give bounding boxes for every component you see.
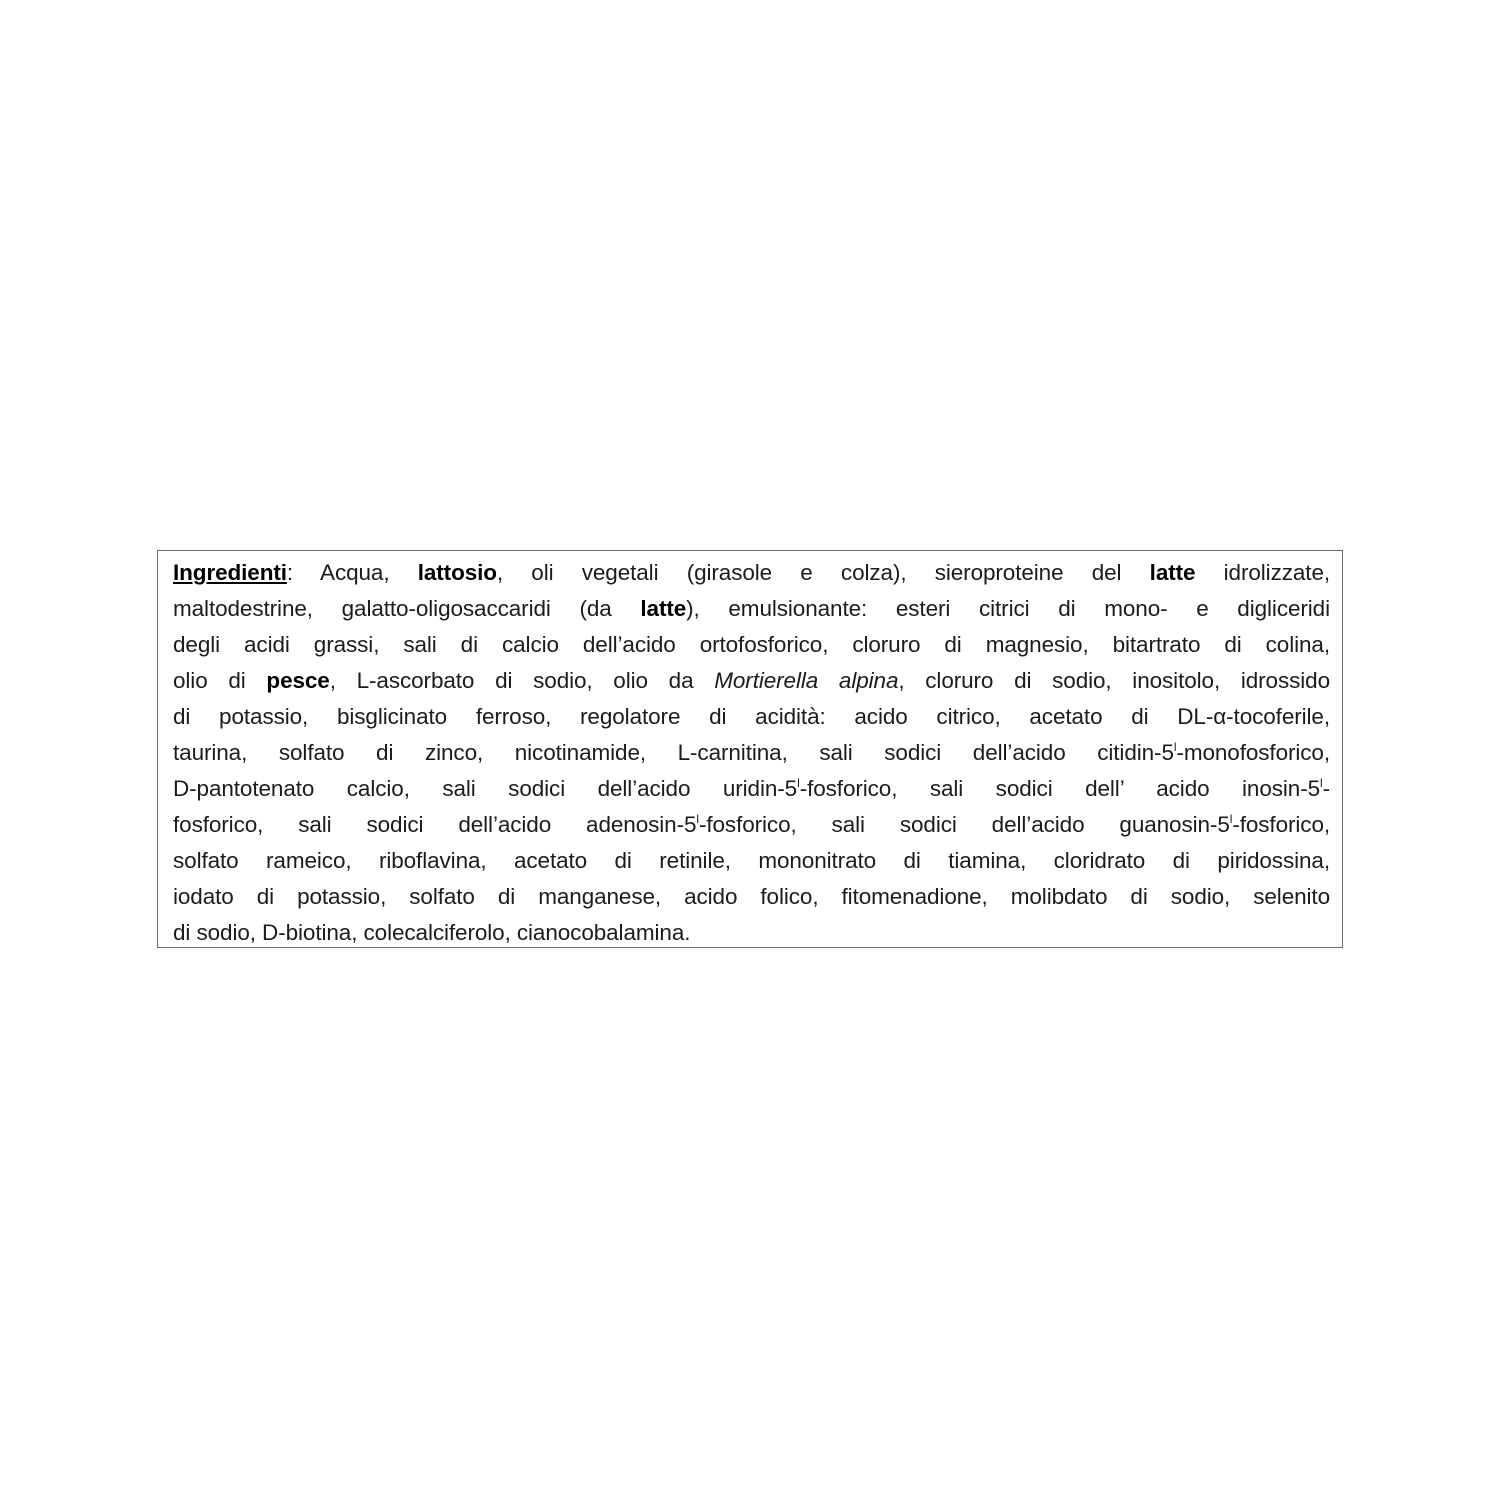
ingredient-text: ), emulsionante: esteri citrici di mono- e digliceridi [686,596,1330,621]
ingredient-text: iodato di potassio, solfato di manganese, acido folico, fitomenadione, molibdato di sodio, selenito [173,884,1330,909]
allergen-text: latte [640,596,687,621]
ingredients-box [157,550,1343,948]
ingredient-text: olio di [173,668,267,693]
ingredients-line [173,771,1330,807]
ingredients-line [173,915,1330,951]
ingredients-line [173,735,1330,771]
superscript: l [696,812,699,826]
ingredient-text: fosforico, sali sodici dell’acido adenosin-5 [173,812,697,837]
superscript: l [1173,740,1177,754]
ingredient-text: di potassio, bisglicinato ferroso, regolatore di acidità: acido citrico, acetato di DL-α-tocoferile, [173,704,1330,729]
ingredient-text: -fosforico, sali sodici dell’ acido inosin-5 [799,776,1321,801]
ingredient-text: : Acqua, [286,560,418,585]
ingredient-text: , cloruro di sodio, inositolo, idrossido [898,668,1330,693]
ingredients-line [173,663,1330,699]
ingredients-line [173,627,1330,663]
ingredient-text: idrolizzate, [1195,560,1331,585]
ingredients-line [173,879,1330,915]
ingredient-text: -fosforico, [1232,812,1331,837]
ingredient-text: maltodestrine, galatto-oligosaccaridi (da [173,596,641,621]
superscript: l [1320,776,1323,790]
ingredients-line [173,699,1330,735]
ingredients-line [173,591,1330,627]
allergen-text: pesce [266,668,330,693]
italic-text: Mortierella alpina [714,668,899,693]
ingredients-text [173,555,1330,951]
ingredients-heading: Ingredienti [173,560,287,585]
ingredient-text: -fosforico, sali sodici dell’acido guanosin-5 [698,812,1230,837]
ingredient-text: - [1322,776,1330,801]
allergen-text: lattosio [417,560,497,585]
ingredients-line [173,807,1330,843]
superscript: l [797,776,800,790]
ingredients-line [173,555,1330,591]
ingredient-text: -monofosforico, [1176,740,1330,765]
ingredient-text: solfato rameico, riboflavina, acetato di retinile, mononitrato di tiamina, cloridrato di piridossina, [173,848,1330,873]
superscript: l [1229,812,1233,826]
ingredient-text: D-pantotenato calcio, sali sodici dell’acido uridin-5 [173,776,798,801]
ingredients-line [173,843,1330,879]
ingredient-text: di sodio, D-biotina, colecalciferolo, cianocobalamina. [173,920,691,945]
ingredient-text: , L-ascorbato di sodio, olio da [329,668,715,693]
ingredient-text: , oli vegetali (girasole e colza), sieroproteine del [496,560,1150,585]
ingredient-text: taurina, solfato di zinco, nicotinamide, L-carnitina, sali sodici dell’acido citidin-5 [173,740,1174,765]
allergen-text: latte [1149,560,1196,585]
ingredient-text: degli acidi grassi, sali di calcio dell’acido ortofosforico, cloruro di magnesio, bitartrato di colina, [173,632,1330,657]
